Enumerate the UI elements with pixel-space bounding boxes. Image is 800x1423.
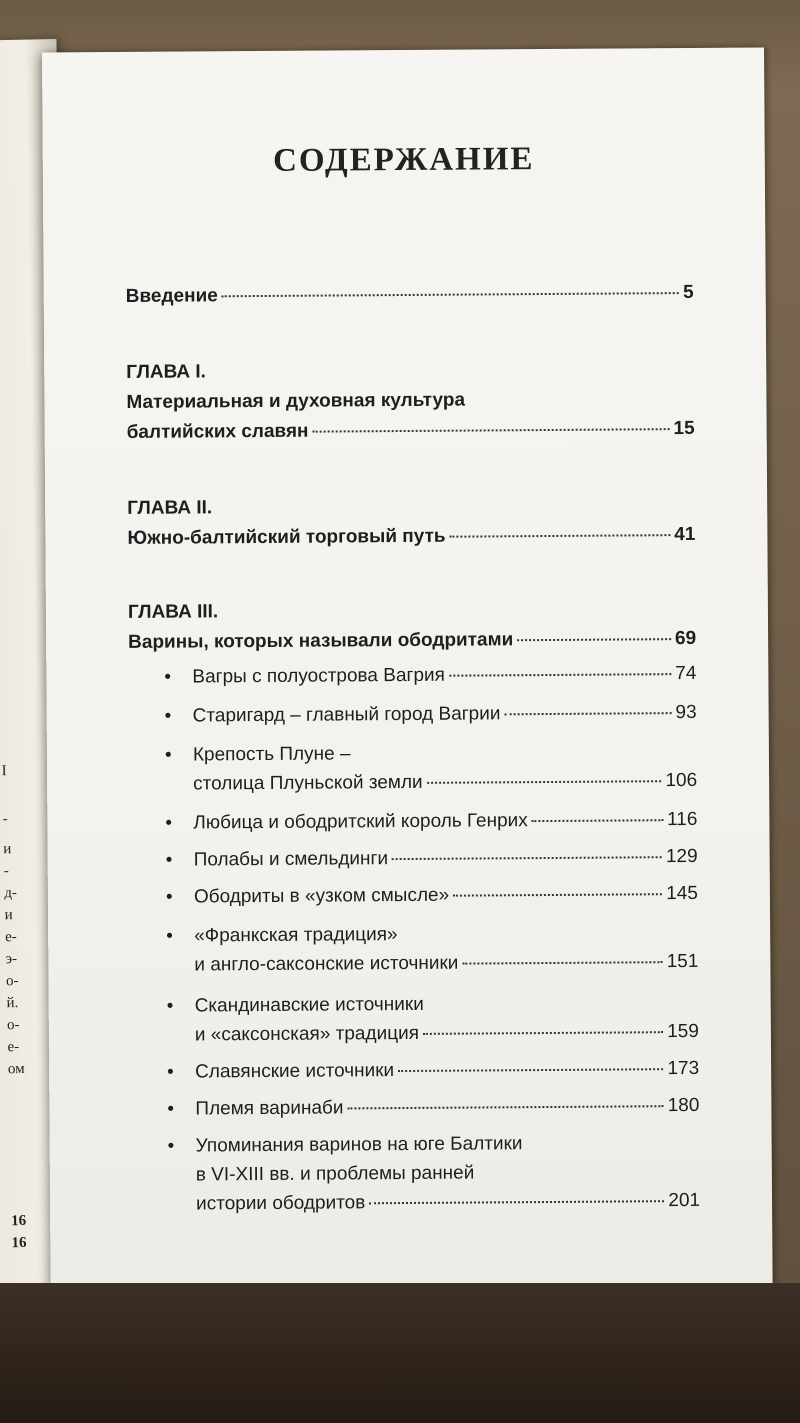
toc-subentry — [193, 702, 697, 728]
leader-dots — [532, 819, 663, 822]
leader-dots — [369, 1200, 664, 1204]
toc-label-line: Крепость Плуне – — [192, 743, 351, 766]
toc-label: Введение — [125, 285, 218, 307]
toc-label-line: «Франкская традиция» — [194, 924, 398, 947]
leader-dots — [348, 1105, 664, 1109]
leader-dots — [517, 638, 671, 641]
left-fragment: о- — [6, 1016, 20, 1034]
leader-dots — [398, 1068, 663, 1072]
leader-dots — [450, 534, 671, 538]
bullet-icon: • — [167, 1098, 175, 1120]
left-fragment: - — [2, 811, 8, 828]
page-title: СОДЕРЖАНИЕ — [272, 141, 535, 179]
toc-page: 116 — [667, 808, 698, 831]
bullet-icon: • — [166, 995, 174, 1017]
toc-label: столица Плуньской земли — [193, 771, 423, 795]
toc-page: 69 — [674, 627, 697, 650]
bullet-icon: • — [165, 849, 173, 871]
leader-dots — [453, 893, 662, 896]
toc-subentry — [196, 1190, 700, 1216]
book-page — [42, 47, 773, 1288]
left-fragment: и — [4, 907, 13, 924]
left-fragment: о- — [5, 972, 19, 990]
toc-page: 93 — [675, 701, 697, 724]
leader-dots — [312, 428, 669, 432]
toc-page: 173 — [667, 1057, 700, 1080]
left-page-numbers — [11, 1210, 27, 1254]
toc-label: Любица и ободритский король Генрих — [193, 810, 528, 834]
left-fragment: е- — [5, 929, 17, 946]
bullet-icon: • — [167, 1061, 174, 1083]
toc-entry-chapter-2 — [127, 524, 695, 550]
leader-dots — [222, 292, 679, 297]
toc-subentry — [193, 809, 697, 835]
toc-page: 106 — [665, 769, 698, 792]
book-cover-edge — [0, 1283, 800, 1423]
leader-dots — [423, 1031, 663, 1035]
toc-subentry — [194, 846, 698, 872]
toc-page: 145 — [666, 882, 698, 905]
bullet-icon: • — [164, 666, 172, 688]
leader-dots — [427, 780, 662, 784]
left-page-number: 16 — [11, 1234, 27, 1252]
chapter-2-heading: ГЛАВА II. — [127, 497, 213, 519]
bullet-icon: • — [165, 886, 173, 908]
toc-entry-intro — [126, 282, 694, 308]
left-fragment: - — [3, 863, 9, 880]
toc-subentry — [195, 1021, 699, 1047]
left-fragment: э- — [5, 951, 18, 968]
left-page-number: 16 — [10, 1212, 27, 1230]
left-fragment: ом — [7, 1060, 25, 1078]
toc-subentry — [194, 951, 698, 977]
bullet-icon: • — [167, 1135, 175, 1157]
toc-entry-chapter-3 — [128, 628, 696, 654]
left-page-text-fragments — [1, 760, 24, 1080]
toc-label: Старигард – главный город Вагрии — [192, 703, 501, 727]
left-fragment: е- — [7, 1038, 20, 1056]
toc-label: и англо-саксонские источники — [194, 952, 459, 976]
toc-page: 201 — [668, 1189, 701, 1212]
toc-entry-chapter-1 — [127, 418, 695, 444]
chapter-1-heading: ГЛАВА I. — [126, 361, 207, 383]
toc-label-line: Упоминания варинов на юге Балтики — [195, 1133, 523, 1157]
bullet-icon: • — [164, 705, 172, 727]
toc-subentry — [193, 770, 697, 796]
toc-page: 15 — [673, 417, 695, 440]
left-fragment: и — [3, 841, 12, 858]
toc-page: 180 — [667, 1094, 700, 1117]
toc-page: 159 — [667, 1020, 699, 1043]
bullet-icon: • — [166, 925, 173, 947]
toc-label-line: Скандинавские источники — [194, 993, 424, 1017]
toc-label: Вагры с полуострова Вагрия — [192, 664, 445, 688]
bullet-icon: • — [165, 812, 173, 834]
toc-label: балтийских славян — [126, 420, 309, 443]
left-fragment: й. — [6, 995, 19, 1012]
left-fragment: I — [1, 763, 7, 780]
toc-label: Племя варинаби — [195, 1097, 344, 1120]
toc-subentry — [195, 1058, 699, 1084]
leader-dots — [462, 961, 662, 964]
toc-label: Ободриты в «узком смысле» — [193, 884, 450, 908]
bullet-icon: • — [164, 744, 172, 766]
toc-subentry — [194, 883, 698, 909]
toc-label: Полабы и смельдинги — [193, 848, 389, 871]
chapter-3-heading: ГЛАВА III. — [127, 601, 219, 623]
toc-subentry — [192, 663, 696, 689]
leader-dots — [449, 673, 671, 677]
toc-label: Южно-балтийский торговый путь — [127, 525, 446, 549]
toc-label: истории ободритов — [195, 1192, 366, 1215]
left-fragment: д- — [4, 885, 18, 902]
toc-label-line: в VI-XIII вв. и проблемы ранней — [195, 1162, 475, 1186]
toc-page: 41 — [674, 523, 696, 546]
chapter-1-title-line: Материальная и духовная культура — [126, 389, 466, 413]
toc-page: 74 — [675, 662, 697, 685]
toc-page: 151 — [666, 950, 699, 973]
leader-dots — [392, 856, 662, 860]
toc-label: Варины, которых называли ободритами — [128, 629, 514, 653]
leader-dots — [504, 712, 671, 715]
toc-subentry — [195, 1095, 699, 1121]
toc-page: 5 — [683, 281, 694, 304]
toc-label: Славянские источники — [195, 1060, 395, 1083]
toc-label: и «саксонская» традиция — [194, 1022, 420, 1046]
toc-page: 129 — [665, 845, 698, 868]
